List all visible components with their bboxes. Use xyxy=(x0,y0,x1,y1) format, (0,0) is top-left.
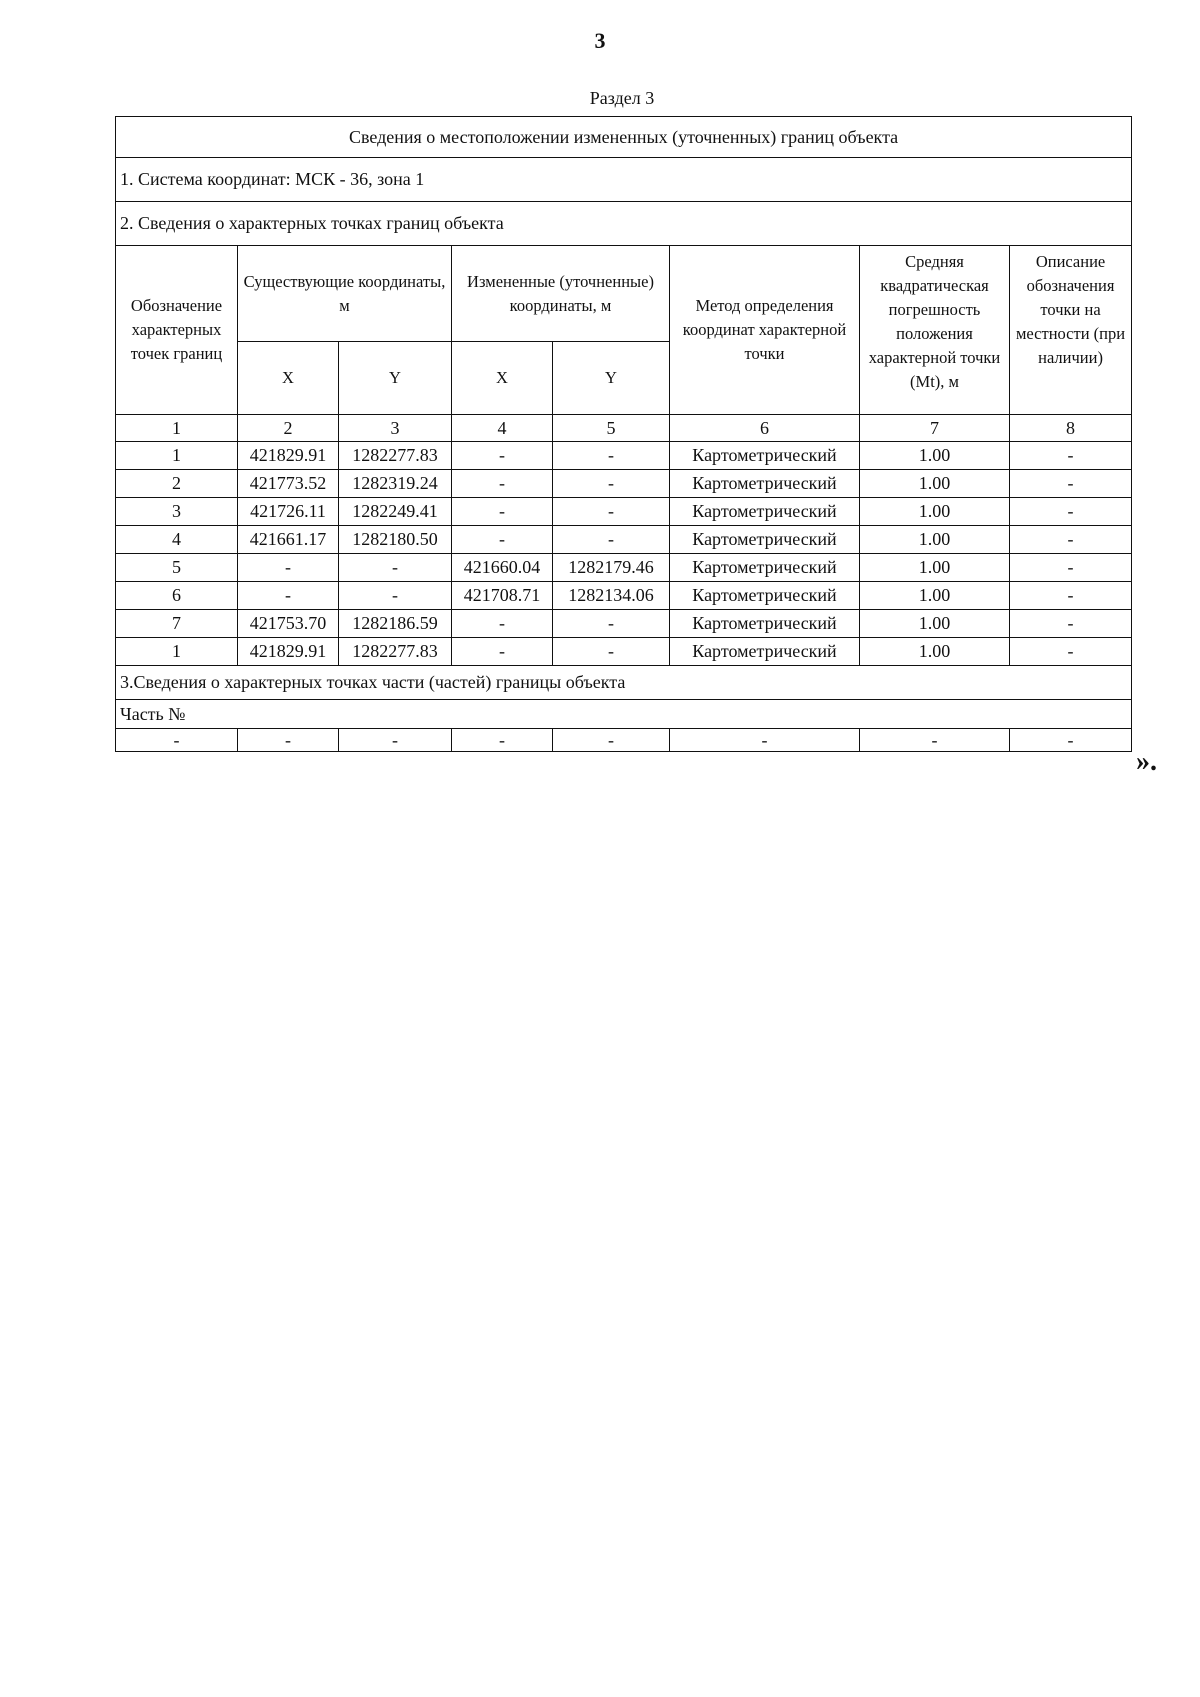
point-designation: 6 xyxy=(116,582,238,610)
existing-x: 421773.52 xyxy=(238,470,339,498)
column-number: 3 xyxy=(339,415,452,442)
header-description: Описание обозначения точки на местности (при наличии) xyxy=(1010,246,1132,415)
empty-cell: - xyxy=(116,729,238,752)
column-number: 5 xyxy=(553,415,670,442)
existing-x: 421753.70 xyxy=(238,610,339,638)
section-label: Раздел 3 xyxy=(589,88,655,108)
column-number: 6 xyxy=(670,415,860,442)
empty-cell: - xyxy=(339,729,452,752)
existing-y: 1282319.24 xyxy=(339,470,452,498)
changed-x: 421708.71 xyxy=(452,582,553,610)
existing-y: 1282249.41 xyxy=(339,498,452,526)
table-row xyxy=(116,610,1132,638)
boundary-points-table xyxy=(115,116,1132,752)
changed-y: - xyxy=(553,526,670,554)
error: 1.00 xyxy=(860,498,1010,526)
changed-x: - xyxy=(452,610,553,638)
empty-cell: - xyxy=(238,729,339,752)
column-number: 2 xyxy=(238,415,339,442)
header-changed-x: X xyxy=(452,342,553,415)
changed-x: - xyxy=(452,638,553,666)
error: 1.00 xyxy=(860,526,1010,554)
table-row xyxy=(116,554,1132,582)
existing-x: - xyxy=(238,554,339,582)
changed-x: - xyxy=(452,498,553,526)
header-changed-y: Y xyxy=(553,342,670,415)
existing-y: 1282277.83 xyxy=(339,442,452,470)
changed-y: - xyxy=(553,470,670,498)
empty-cell: - xyxy=(1010,729,1132,752)
table-row xyxy=(116,498,1132,526)
existing-x: 421829.91 xyxy=(238,638,339,666)
error: 1.00 xyxy=(860,638,1010,666)
header-existing-x: X xyxy=(238,342,339,415)
part-heading: 3.Сведения о характерных точках части (частей) границы объекта xyxy=(116,666,1132,700)
method: Картометрический xyxy=(670,610,860,638)
point-designation: 1 xyxy=(116,638,238,666)
description: - xyxy=(1010,638,1132,666)
existing-y: 1282186.59 xyxy=(339,610,452,638)
table-row xyxy=(116,470,1132,498)
existing-y: - xyxy=(339,554,452,582)
error: 1.00 xyxy=(860,442,1010,470)
points-heading: 2. Сведения о характерных точках границ объекта xyxy=(116,202,1132,246)
empty-cell: - xyxy=(452,729,553,752)
empty-cell: - xyxy=(860,729,1010,752)
existing-x: - xyxy=(238,582,339,610)
page-number: 3 xyxy=(594,28,606,53)
column-number-row xyxy=(116,415,1132,442)
table-row xyxy=(116,582,1132,610)
method: Картометрический xyxy=(670,582,860,610)
description: - xyxy=(1010,442,1132,470)
error: 1.00 xyxy=(860,610,1010,638)
description: - xyxy=(1010,582,1132,610)
error: 1.00 xyxy=(860,582,1010,610)
description: - xyxy=(1010,610,1132,638)
existing-x: 421661.17 xyxy=(238,526,339,554)
method: Картометрический xyxy=(670,638,860,666)
changed-y: 1282179.46 xyxy=(553,554,670,582)
point-designation: 5 xyxy=(116,554,238,582)
table-row xyxy=(116,638,1132,666)
changed-x: - xyxy=(452,470,553,498)
empty-cell: - xyxy=(670,729,860,752)
header-existing-coords: Существующие координаты, м xyxy=(238,246,452,342)
description: - xyxy=(1010,554,1132,582)
method: Картометрический xyxy=(670,470,860,498)
point-designation: 2 xyxy=(116,470,238,498)
description: - xyxy=(1010,526,1132,554)
table-title: Сведения о местоположении измененных (уточненных) границ объекта xyxy=(116,117,1132,158)
method: Картометрический xyxy=(670,498,860,526)
point-designation: 7 xyxy=(116,610,238,638)
empty-cell: - xyxy=(553,729,670,752)
existing-y: 1282277.83 xyxy=(339,638,452,666)
existing-x: 421726.11 xyxy=(238,498,339,526)
column-number: 7 xyxy=(860,415,1010,442)
method: Картометрический xyxy=(670,554,860,582)
point-designation: 4 xyxy=(116,526,238,554)
changed-y: - xyxy=(553,498,670,526)
point-designation: 1 xyxy=(116,442,238,470)
coordinate-system: 1. Система координат: МСК - 36, зона 1 xyxy=(116,158,1132,202)
point-designation: 3 xyxy=(116,498,238,526)
column-number: 1 xyxy=(116,415,238,442)
table-row xyxy=(116,729,1132,752)
changed-y: - xyxy=(553,442,670,470)
changed-y: 1282134.06 xyxy=(553,582,670,610)
column-number: 8 xyxy=(1010,415,1132,442)
table-row xyxy=(116,526,1132,554)
changed-x: - xyxy=(452,526,553,554)
existing-y: 1282180.50 xyxy=(339,526,452,554)
error: 1.00 xyxy=(860,554,1010,582)
description: - xyxy=(1010,470,1132,498)
description: - xyxy=(1010,498,1132,526)
table-row xyxy=(116,442,1132,470)
method: Картометрический xyxy=(670,442,860,470)
changed-x: - xyxy=(452,442,553,470)
changed-y: - xyxy=(553,638,670,666)
error: 1.00 xyxy=(860,470,1010,498)
header-designation: Обозначение характерных точек границ xyxy=(116,246,238,415)
existing-x: 421829.91 xyxy=(238,442,339,470)
changed-y: - xyxy=(553,610,670,638)
method: Картометрический xyxy=(670,526,860,554)
closing-quote: ». xyxy=(1136,746,1157,777)
existing-y: - xyxy=(339,582,452,610)
header-error: Средняя квадратическая погрешность положения характерной точки (Mt), м xyxy=(860,246,1010,415)
header-existing-y: Y xyxy=(339,342,452,415)
column-number: 4 xyxy=(452,415,553,442)
header-changed-coords: Измененные (уточненные) координаты, м xyxy=(452,246,670,342)
changed-x: 421660.04 xyxy=(452,554,553,582)
part-number-label: Часть № xyxy=(116,700,1132,729)
header-method: Метод определения координат характерной точки xyxy=(670,246,860,415)
